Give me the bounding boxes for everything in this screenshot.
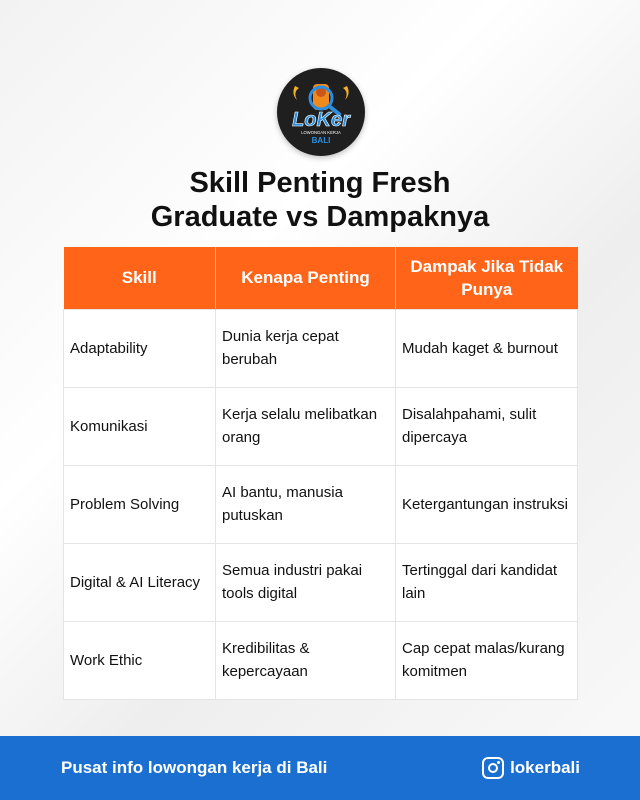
loker-bali-logo	[277, 68, 365, 156]
logo-sub: LOWONGAN KERJA	[301, 130, 341, 135]
cell-reason: Semua industri pakai tools digital	[216, 543, 396, 621]
cell-skill: Adaptability	[64, 309, 216, 387]
logo-graphic	[277, 68, 365, 156]
header-skill: Skill	[64, 247, 216, 309]
logo-place: BALI	[311, 136, 331, 145]
table-row	[64, 309, 578, 387]
title-line-2: Graduate vs Dampaknya	[150, 201, 490, 233]
table-row	[64, 543, 578, 621]
cell-impact: Disalahpahami, sulit dipercaya	[396, 387, 578, 465]
cell-skill: Digital & AI Literacy	[64, 543, 216, 621]
header-dampak: Dampak Jika Tidak Punya	[396, 247, 578, 309]
cell-skill: Komunikasi	[64, 387, 216, 465]
skills-table	[63, 247, 578, 700]
table-header-row	[64, 247, 578, 309]
cell-impact: Ketergantungan instruksi	[396, 465, 578, 543]
table-row	[64, 387, 578, 465]
cell-impact: Cap cepat malas/kurang komitmen	[396, 621, 578, 699]
instagram-icon	[482, 757, 504, 779]
cell-reason: Kerja selalu melibatkan orang	[216, 387, 396, 465]
header-kenapa-penting: Kenapa Penting	[216, 247, 396, 309]
footer-bar	[0, 736, 640, 800]
cell-impact: Tertinggal dari kandidat lain	[396, 543, 578, 621]
cell-skill: Problem Solving	[64, 465, 216, 543]
cell-reason: Kredibilitas & kepercayaan	[216, 621, 396, 699]
instagram-handle[interactable]	[482, 756, 580, 780]
footer-tagline: Pusat info lowongan kerja di Bali	[61, 758, 328, 777]
cell-skill: Work Ethic	[64, 621, 216, 699]
cell-reason: Dunia kerja cepat berubah	[216, 309, 396, 387]
cell-impact: Mudah kaget & burnout	[396, 309, 578, 387]
logo-word: LoKer	[292, 109, 350, 131]
page-title	[0, 166, 640, 234]
table-row	[64, 465, 578, 543]
table-row	[64, 621, 578, 699]
instagram-name: lokerbali	[510, 758, 580, 777]
cell-reason: AI bantu, manusia putuskan	[216, 465, 396, 543]
title-line-1: Skill Penting Fresh	[189, 167, 451, 199]
